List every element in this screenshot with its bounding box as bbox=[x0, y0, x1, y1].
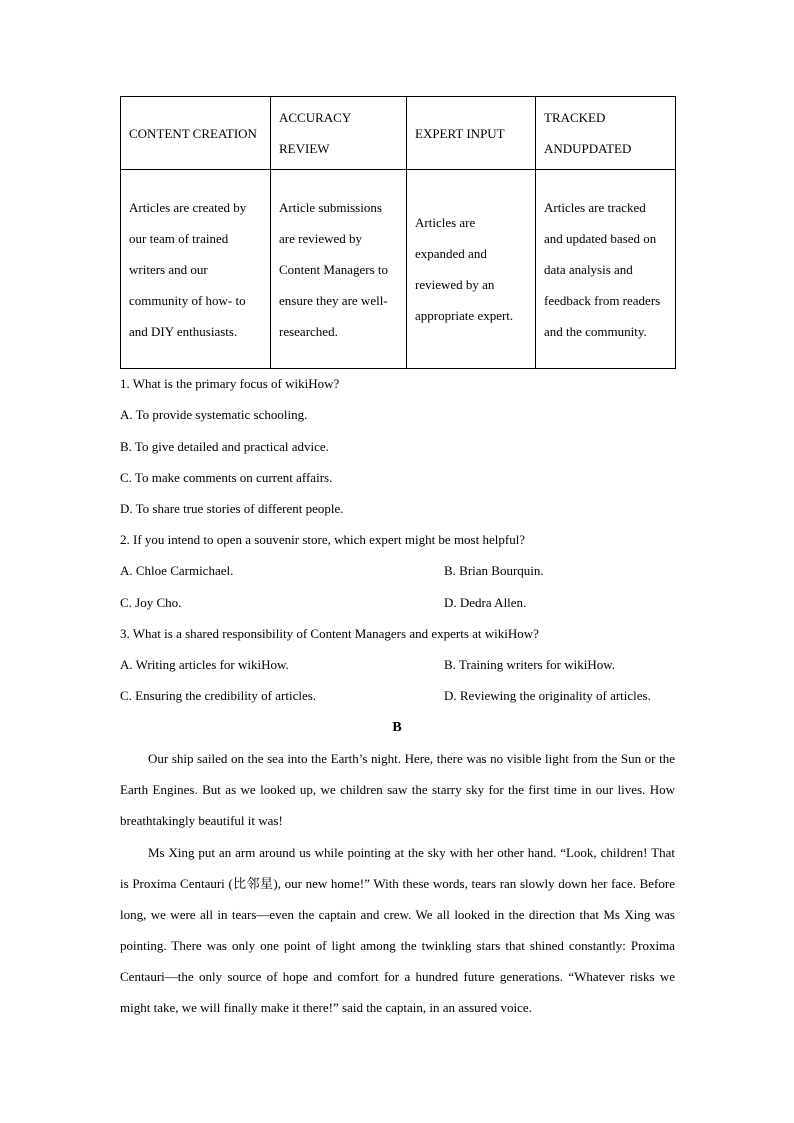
story-paragraph: Our ship sailed on the sea into the Earth’s night. Here, there was no visible light from the Sun or the Earth Engines. But as we looked up, we children saw the starry sky for the first time in our lives. How breathtakingly beautiful it was! bbox=[120, 751, 675, 828]
question-stem: 1. What is the primary focus of wikiHow? bbox=[120, 376, 340, 391]
answer-option[interactable]: B. To give detailed and practical advice. bbox=[120, 439, 329, 454]
answer-option[interactable]: B. Brian Bourquin. bbox=[444, 563, 544, 578]
table-cell: Articles are expanded and reviewed by an appropriate expert. bbox=[407, 170, 536, 369]
table-header-row bbox=[121, 97, 676, 170]
table-cell: Article submissions are reviewed by Content Managers to ensure they are well-researched. bbox=[271, 170, 407, 369]
question-stem: 2. If you intend to open a souvenir store, which expert might be most helpful? bbox=[120, 532, 526, 547]
table-header-cell: ACCURACY REVIEW bbox=[271, 97, 407, 170]
story-paragraph: Ms Xing put an arm around us while pointing at the sky with her other hand. “Look, children! That is Proxima Centauri (比邻星), our new home!” With these words, tears ran slowly down her face. Before long, we were all in tears—even the captain and crew. We all looked in the direction that Ms Xing was pointing. There was only one point of light among the twinkling stars that shined constantly: Proxima Centauri—the only source of hope and comfort for a hundred future generations. “Whatever risks we might take, we will finally make it there!” said the captain, in an assured voice. bbox=[120, 845, 675, 1015]
table-header-cell: EXPERT INPUT bbox=[407, 97, 536, 170]
wikihow-process-table bbox=[120, 96, 676, 369]
table-cell: Articles are tracked and updated based on data analysis and feedback from readers and the community. bbox=[536, 170, 676, 369]
section-heading: B bbox=[392, 720, 402, 735]
answer-option[interactable]: D. Dedra Allen. bbox=[444, 595, 527, 610]
answer-option[interactable]: C. To make comments on current affairs. bbox=[120, 470, 333, 485]
answer-option[interactable]: C. Joy Cho. bbox=[120, 595, 182, 610]
table-row bbox=[121, 170, 676, 369]
answer-option[interactable]: A. Chloe Carmichael. bbox=[120, 563, 234, 578]
question-stem: 3. What is a shared responsibility of Content Managers and experts at wikiHow? bbox=[120, 626, 539, 641]
table-header-cell: CONTENT CREATION bbox=[121, 97, 271, 170]
answer-option[interactable]: D. To share true stories of different people. bbox=[120, 501, 344, 516]
answer-option[interactable]: C. Ensuring the credibility of articles. bbox=[120, 688, 317, 703]
answer-option[interactable]: D. Reviewing the originality of articles. bbox=[444, 688, 651, 703]
table-header-cell: TRACKED ANDUPDATED bbox=[536, 97, 676, 170]
answer-option[interactable]: A. To provide systematic schooling. bbox=[120, 407, 308, 422]
table-cell: Articles are created by our team of trained writers and our community of how- to and DIY enthusiasts. bbox=[121, 170, 271, 369]
answer-option[interactable]: A. Writing articles for wikiHow. bbox=[120, 657, 289, 672]
answer-option[interactable]: B. Training writers for wikiHow. bbox=[444, 657, 616, 672]
